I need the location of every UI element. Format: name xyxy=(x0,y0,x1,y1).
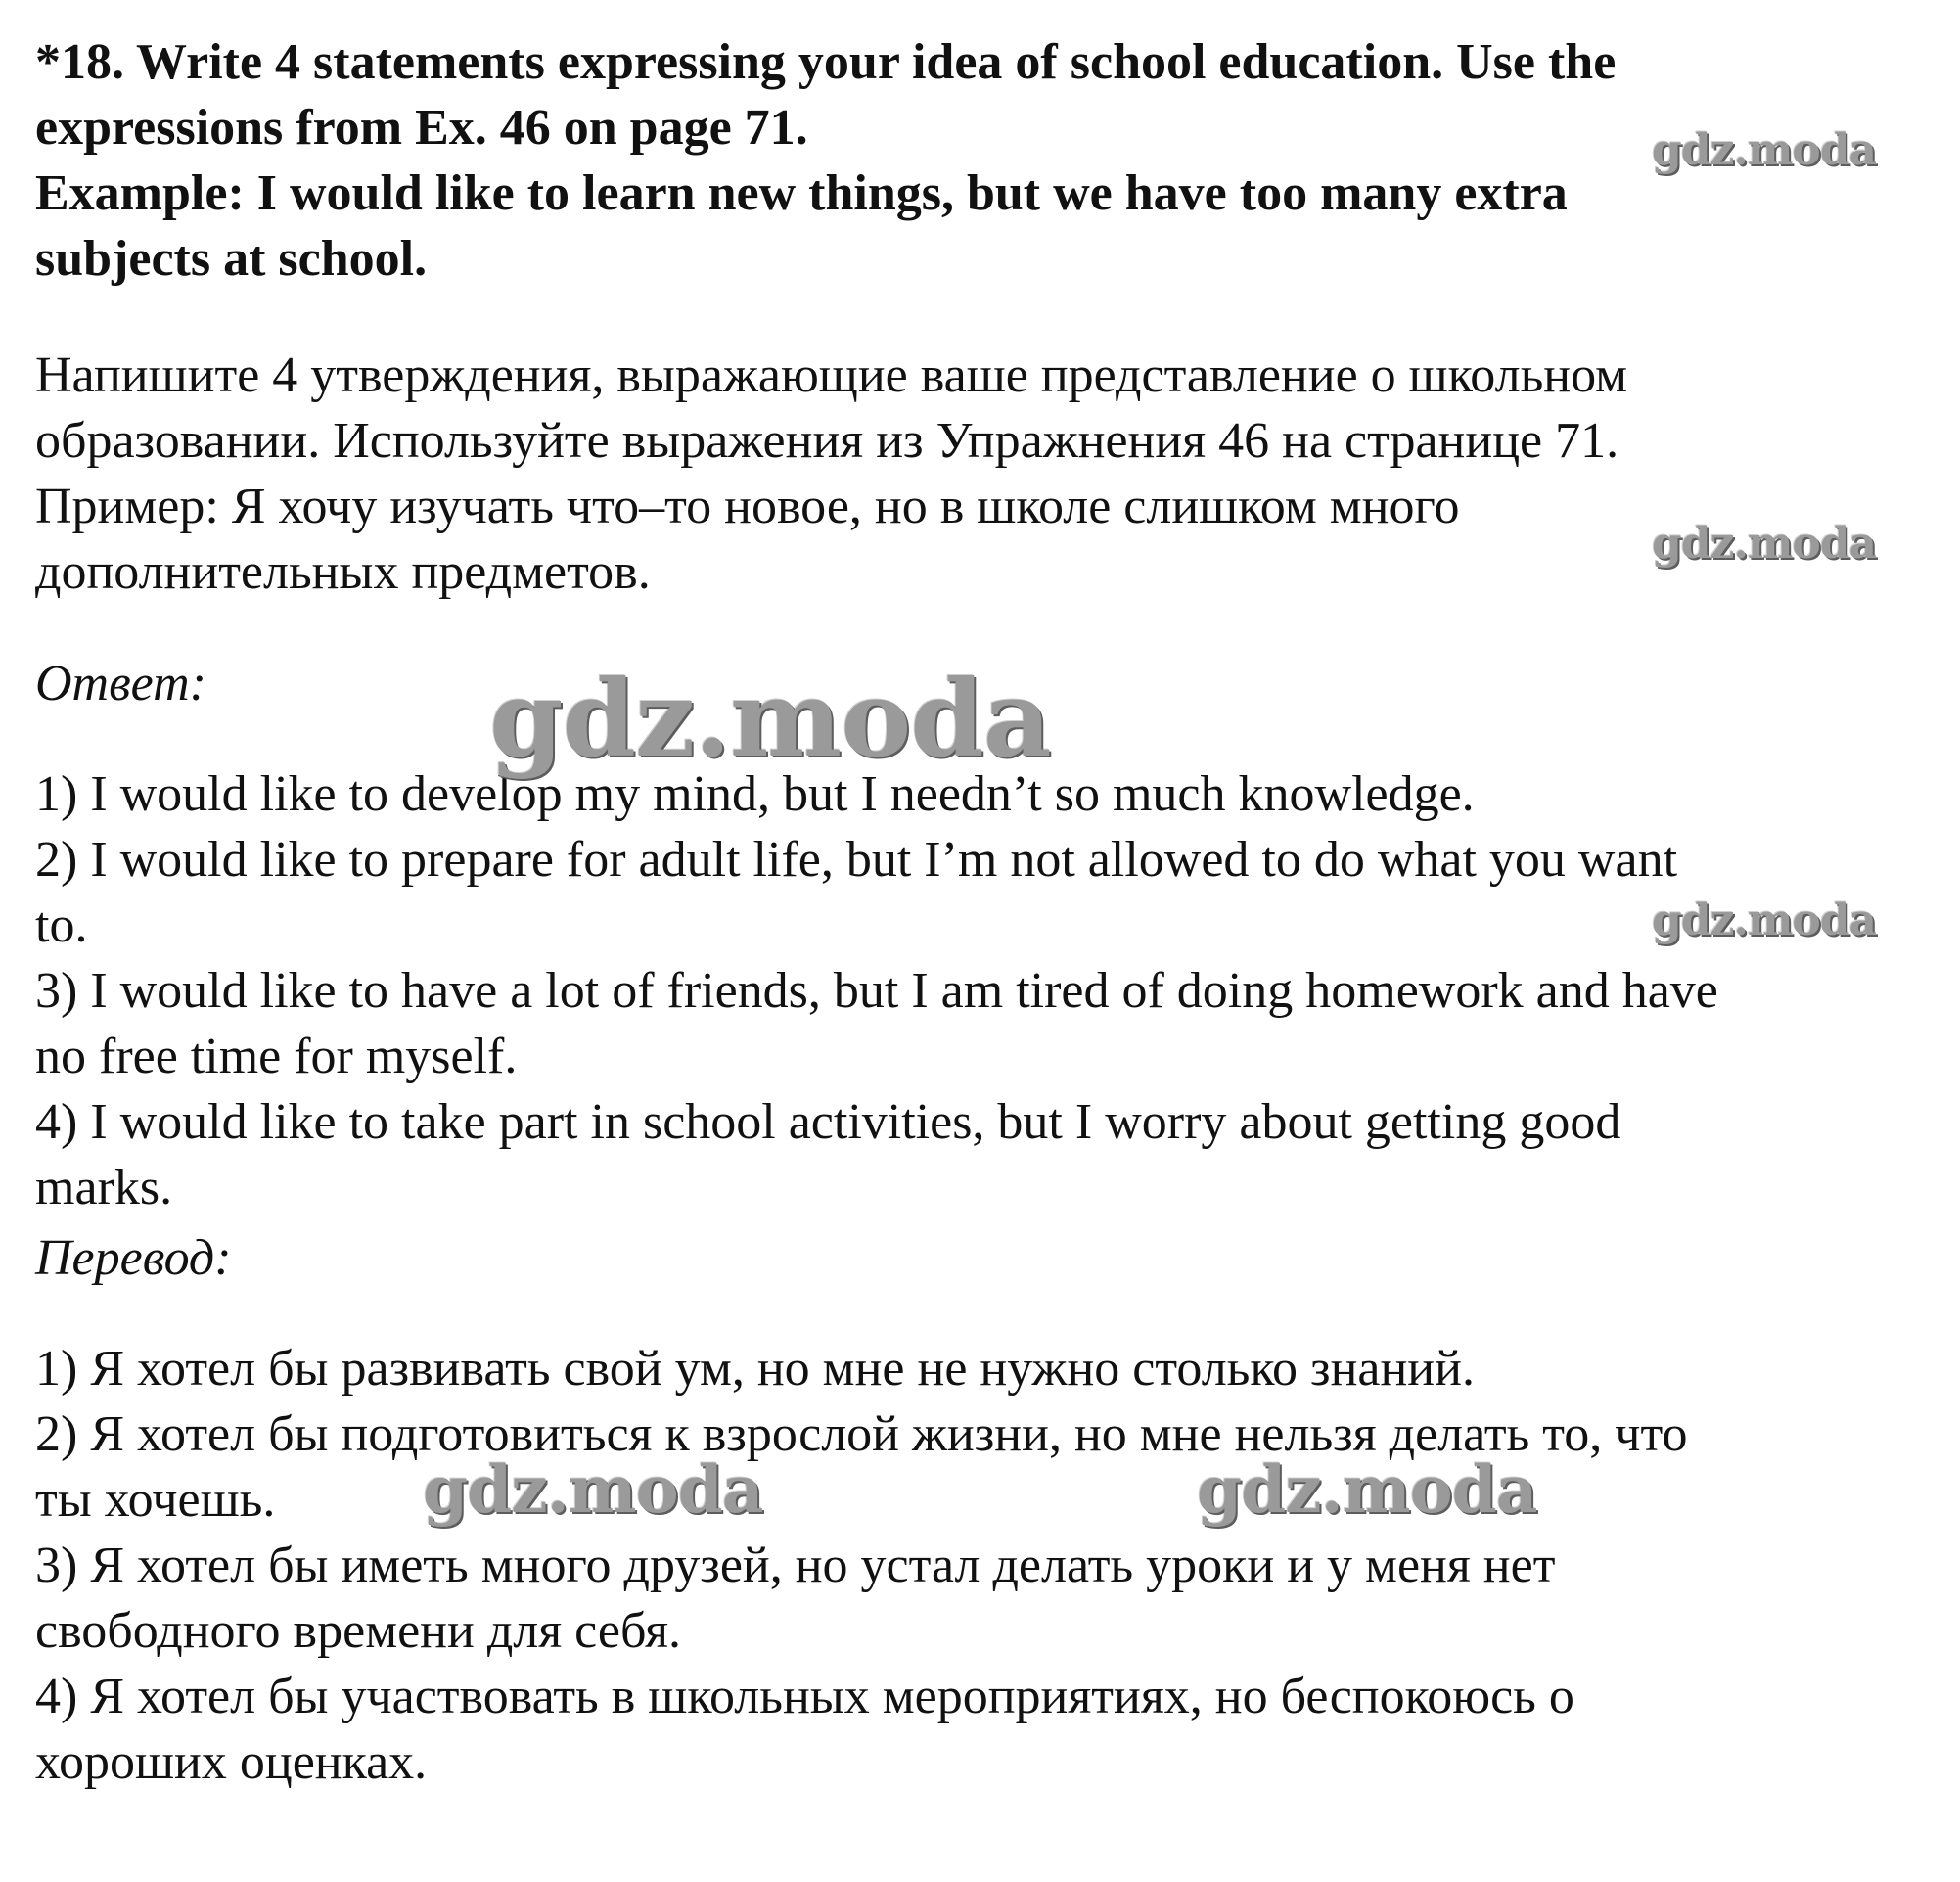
exercise-line: *18. Write 4 statements expressing your idea of school education. Use the xyxy=(35,34,1617,90)
answer-line: 1) I would like to develop my mind, but I needn’t so much knowledge. xyxy=(35,766,1475,822)
translation-list xyxy=(35,1336,1943,1795)
answer-label: Ответ: xyxy=(35,656,206,711)
watermark: gdz.moda xyxy=(1652,895,1877,945)
translation-label: Перевод: xyxy=(35,1230,232,1286)
task-ru-line: Пример: Я хочу изучать что–то новое, но в школе слишком много xyxy=(35,479,1460,534)
task-ru-line: образовании. Используйте выражения из Упражнения 46 на странице 71. xyxy=(35,413,1619,469)
exercise-example-line: Example: I would like to learn new things, but we have too many extra xyxy=(35,165,1568,221)
translation-line: хороших оценках. xyxy=(35,1734,428,1790)
answer-list xyxy=(35,761,1943,1220)
answer-line: no free time for myself. xyxy=(35,1029,518,1084)
exercise-example-line: subjects at school. xyxy=(35,231,428,287)
watermark: gdz.moda xyxy=(489,658,1051,781)
translation-line: 4) Я хотел бы участвовать в школьных мероприятиях, но беспокоюсь о xyxy=(35,1669,1574,1724)
watermark: gdz.moda xyxy=(1652,519,1877,569)
answer-line: 3) I would like to have a lot of friends, but I am tired of doing homework and have xyxy=(35,963,1718,1019)
task-ru-line: дополнительных предметов. xyxy=(35,544,651,600)
answer-line: 2) I would like to prepare for adult life, but I’m not allowed to do what you want xyxy=(35,832,1678,888)
watermark: gdz.moda xyxy=(1652,125,1877,175)
answer-line: to. xyxy=(35,897,88,953)
exercise-line: expressions from Ex. 46 on page 71. xyxy=(35,100,808,156)
answer-line: marks. xyxy=(35,1160,173,1216)
watermark: gdz.moda xyxy=(423,1451,763,1528)
task-ru-line: Напишите 4 утверждения, выражающие ваше представление о школьном xyxy=(35,347,1628,403)
translation-label-block xyxy=(35,1225,1943,1291)
translation-line: 1) Я хотел бы развивать свой ум, но мне не нужно столько знаний. xyxy=(35,1341,1475,1397)
translation-line: ты хочешь. xyxy=(35,1472,276,1528)
watermark: gdz.moda xyxy=(1197,1451,1537,1528)
translation-line: 2) Я хотел бы подготовиться к взрослой жизни, но мне нельзя делать то, что xyxy=(35,1406,1688,1462)
answer-line: 4) I would like to take part in school activities, but I worry about getting good xyxy=(35,1094,1621,1150)
translation-line: 3) Я хотел бы иметь много друзей, но устал делать уроки и у меня нет xyxy=(35,1538,1556,1593)
translation-line: свободного времени для себя. xyxy=(35,1603,682,1659)
